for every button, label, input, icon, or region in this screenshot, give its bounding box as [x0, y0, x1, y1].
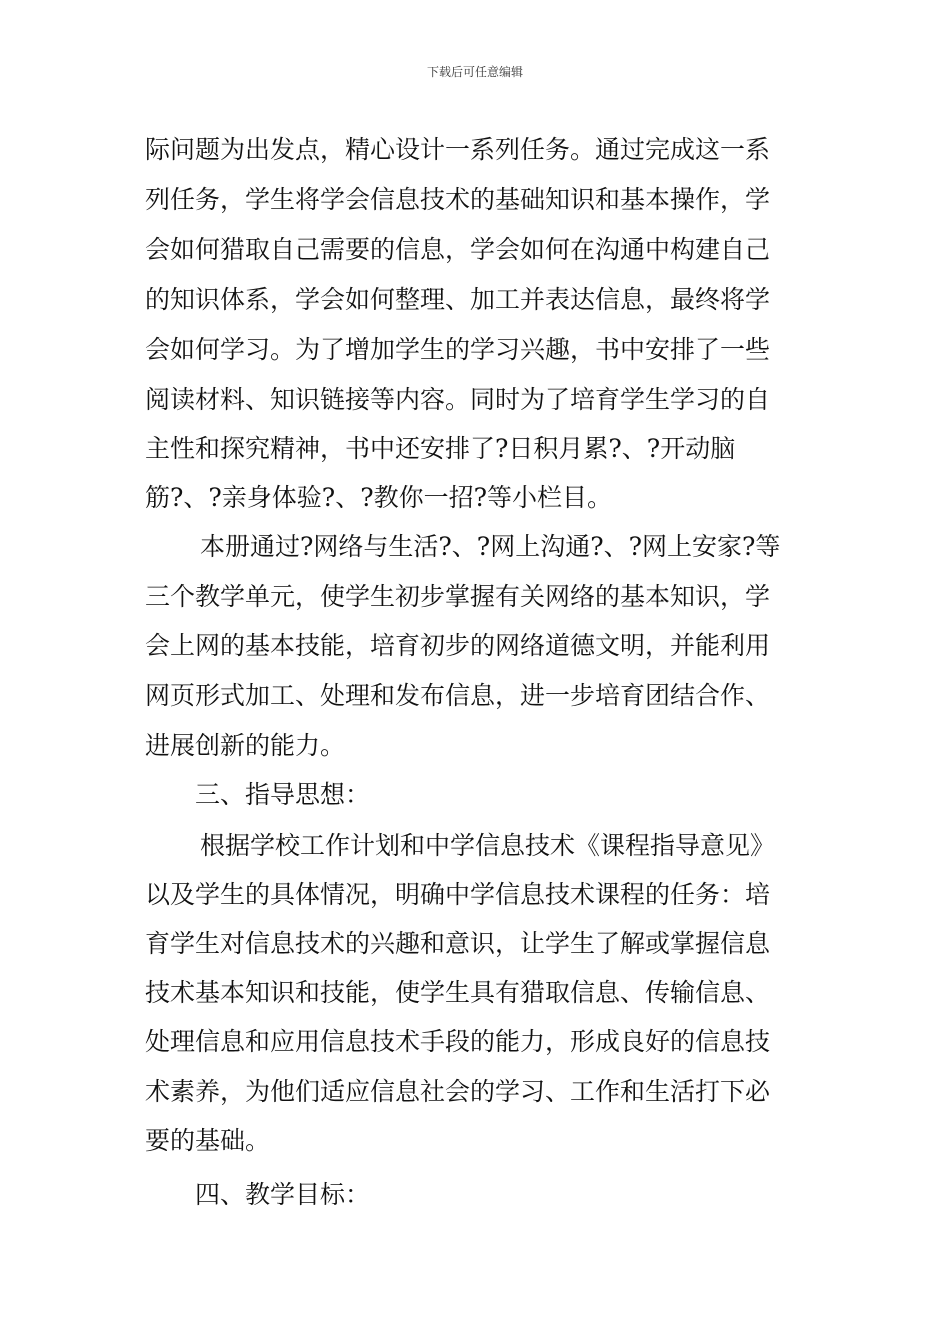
- paragraph-line: 本册通过?网络与生活?、?网上沟通?、?网上安家?等: [200, 532, 781, 561]
- section-heading: 四、教学目标：: [195, 1180, 371, 1209]
- paragraph-line: 要的基础。: [145, 1126, 271, 1155]
- paragraph-line: 会上网的基本技能，培育初步的网络道德文明，并能利用: [145, 631, 771, 660]
- paragraph-line: 术素养，为他们适应信息社会的学习、工作和生活打下必: [145, 1077, 771, 1106]
- paragraph-line: 进展创新的能力。: [145, 731, 346, 760]
- paragraph-line: 处理信息和应用信息技术手段的能力，形成良好的信息技: [145, 1027, 771, 1056]
- paragraph-line: 三个教学单元，使学生初步掌握有关网络的基本知识，学: [145, 582, 771, 611]
- paragraph-line: 阅读材料、知识链接等内容。同时为了培育学生学习的自: [145, 385, 771, 414]
- paragraph-line: 的知识体系，学会如何整理、加工并表达信息，最终将学: [145, 285, 771, 314]
- paragraph-line: 根据学校工作计划和中学信息技术《课程指导意见》: [200, 831, 776, 860]
- paragraph-line: 际问题为出发点，精心设计一系列任务。通过完成这一系: [145, 135, 771, 164]
- paragraph-line: 主性和探究精神，书中还安排了?日积月累?、?开动脑: [145, 434, 736, 463]
- paragraph-line: 筋?、?亲身体验?、?教你一招?等小栏目。: [145, 483, 613, 512]
- paragraph-line: 列任务，学生将学会信息技术的基础知识和基本操作，学: [145, 185, 771, 214]
- paragraph-line: 会如何猎取自己需要的信息，学会如何在沟通中构建自己: [145, 235, 771, 264]
- paragraph-line: 网页形式加工、处理和发布信息，进一步培育团结合作、: [145, 681, 771, 710]
- page-header-watermark: 下载后可任意编辑: [426, 65, 523, 79]
- paragraph-line: 育学生对信息技术的兴趣和意识，让学生了解或掌握信息: [145, 929, 771, 958]
- section-heading: 三、指导思想：: [195, 780, 371, 809]
- paragraph-line: 会如何学习。为了增加学生的学习兴趣，书中安排了一些: [145, 335, 771, 364]
- paragraph-line: 技术基本知识和技能，使学生具有猎取信息、传输信息、: [145, 978, 771, 1007]
- paragraph-line: 以及学生的具体情况，明确中学信息技术课程的任务：培: [145, 880, 771, 909]
